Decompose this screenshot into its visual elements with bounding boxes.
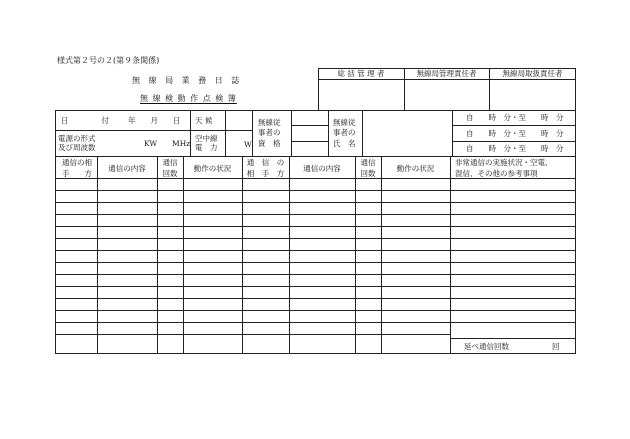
operator-name-label-3: 氏 名: [333, 139, 356, 148]
log-col-v-8: [450, 156, 451, 354]
remarks-header-2: 混信、その他の参考事項: [455, 169, 538, 178]
col2-content-header: 通信の内容: [303, 164, 341, 173]
remarks-row-line: [450, 274, 576, 275]
remarks-total-line: [450, 338, 576, 339]
row-line: [55, 286, 450, 287]
time-range-3: 自 時 分・至 時 分: [466, 144, 564, 153]
log-col-v-5: [289, 156, 290, 354]
row-line: [55, 322, 450, 323]
operator-qual-label-1: 無線従: [258, 118, 281, 127]
info-bottom-line: [55, 156, 576, 157]
date-label: 日 付: [61, 116, 115, 125]
info-v-6: [362, 110, 363, 156]
info-v-2: [225, 110, 226, 156]
form-number: 様式第２号の２(第９条関係): [57, 56, 160, 65]
remarks-row-line: [450, 190, 576, 191]
log-col-v-7: [381, 156, 382, 354]
row-line: [55, 178, 576, 179]
row-line: [55, 334, 450, 335]
row-line: [55, 190, 450, 191]
antenna-power-label-1: 空中線: [195, 134, 218, 143]
col-content-header: 通信の内容: [108, 164, 146, 173]
row-line: [55, 298, 450, 299]
power-source-label-2: 及び周波数: [58, 143, 96, 152]
antenna-power-label-2: 電 力: [195, 143, 218, 152]
weather-label: 天 候: [195, 116, 213, 125]
info-v-7: [452, 110, 453, 156]
remarks-row-line: [450, 214, 576, 215]
remarks-row-line: [450, 250, 576, 251]
row-line: [55, 214, 450, 215]
time-range-1: 自 時 分・至 時 分: [466, 113, 564, 122]
qual-line-2: [291, 141, 328, 142]
total-count-unit: 回: [552, 342, 560, 351]
col2-partner-header-1: 通 信 の: [246, 158, 285, 167]
remarks-row-line: [450, 298, 576, 299]
row-line: [55, 238, 450, 239]
log-col-v-3: [183, 156, 184, 354]
log-col-v-1: [97, 156, 98, 354]
form-title: 無 線 局 業 務 日 誌: [132, 76, 243, 85]
col-count-header-1: 通信: [162, 158, 178, 167]
col2-count-header-1: 通信: [360, 158, 376, 167]
remarks-row-line: [450, 226, 576, 227]
row-line: [55, 226, 450, 227]
approval-header-supervisor: 総 括 管 理 者: [337, 69, 385, 78]
remarks-header-1: 非常通信の実施状況・空電、: [455, 158, 553, 167]
qual-line-1: [291, 125, 328, 126]
approval-header-line: [318, 79, 576, 80]
info-v-4: [291, 110, 292, 156]
row-line: [55, 262, 450, 263]
time-range-2: 自 時 分・至 時 分: [466, 129, 564, 138]
remarks-row-line: [450, 238, 576, 239]
remarks-row-line: [450, 202, 576, 203]
info-v-1: [190, 110, 191, 156]
col2-count-header-2: 回数: [360, 169, 376, 178]
col2-status-header: 動作の状況: [396, 164, 435, 173]
row-line: [55, 310, 450, 311]
col-count-header-2: 回数: [162, 169, 178, 178]
log-col-v-2: [157, 156, 158, 354]
col2-partner-header-2: 相 手 方: [246, 169, 285, 178]
row-line: [55, 202, 450, 203]
remarks-row-line: [450, 322, 576, 323]
power-source-label-1: 電源の形式: [58, 134, 96, 143]
col-status-header: 動作の状況: [193, 164, 232, 173]
log-col-v-6: [355, 156, 356, 354]
col-partner-header-2: 手 方: [62, 169, 92, 178]
info-line-date: [55, 130, 190, 131]
operator-qual-label-3: 資 格: [258, 139, 281, 148]
approval-header-operator: 無線局取扱責任者: [502, 69, 563, 78]
remarks-row-line: [450, 262, 576, 263]
info-v-5: [328, 110, 329, 156]
approval-header-manager: 無線局管理責任者: [416, 69, 477, 78]
total-count-label: 延べ通信回数: [464, 342, 509, 351]
form-subtitle: 無 線 検 動 作 点 検 簿: [140, 94, 237, 103]
info-v-3: [252, 110, 253, 156]
date-value: 年 月 日: [128, 116, 181, 125]
log-col-v-4: [242, 156, 243, 354]
row-line: [55, 250, 450, 251]
info-line-weather: [190, 130, 252, 131]
col-partner-header-1: 通信の相: [62, 158, 92, 167]
antenna-power-unit: W: [244, 140, 252, 149]
operator-qual-label-2: 事者の: [258, 128, 281, 137]
remarks-row-line: [450, 310, 576, 311]
row-line: [55, 274, 450, 275]
info-line-time-1: [452, 125, 576, 126]
power-freq-units: KW MHz: [144, 139, 191, 148]
operator-name-label-2: 事者の: [333, 128, 356, 137]
operator-name-label-1: 無線従: [333, 118, 356, 127]
remarks-row-line: [450, 286, 576, 287]
info-line-time-2: [452, 141, 576, 142]
